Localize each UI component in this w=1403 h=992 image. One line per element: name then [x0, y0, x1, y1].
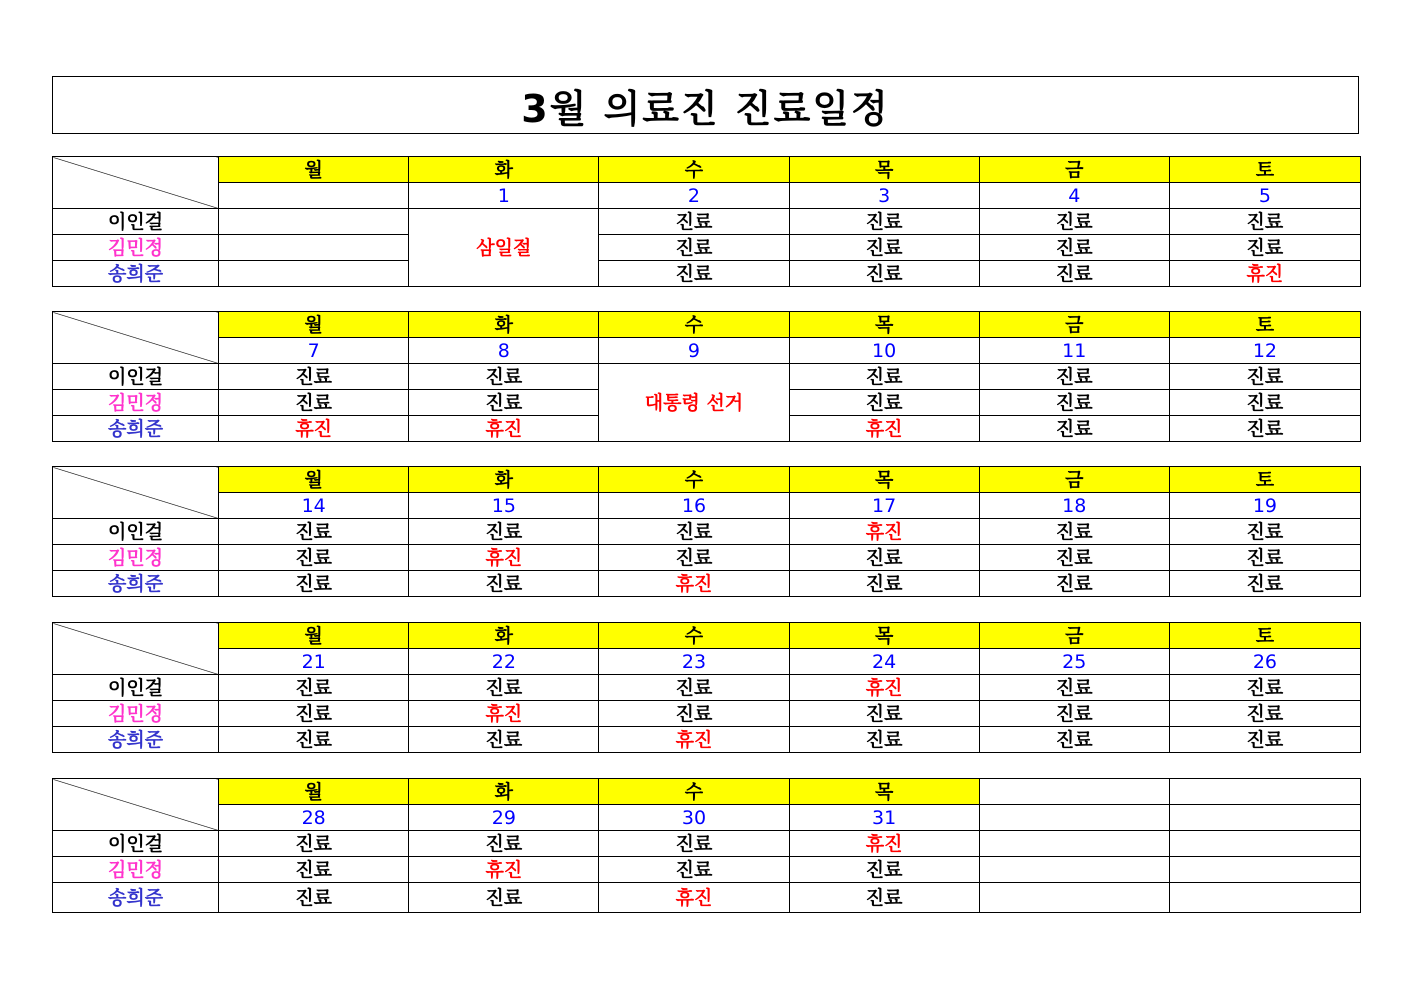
date-cell: 26 [1169, 649, 1360, 675]
off-cell: 휴진 [789, 416, 979, 442]
date-cell: 21 [219, 649, 409, 675]
doctor-name-cell: 김민정 [53, 701, 219, 727]
day-name-cell: 수 [599, 157, 789, 183]
schedule-cell: 진료 [219, 675, 409, 701]
day-name-cell: 월 [219, 157, 409, 183]
doctor-row [53, 519, 1361, 545]
day-name-cell: 토 [1169, 157, 1360, 183]
doctor-name-cell: 이인걸 [53, 519, 219, 545]
week-table [52, 156, 1361, 287]
week-table [52, 311, 1361, 442]
doctor-name-cell: 송희준 [53, 571, 219, 597]
off-cell: 휴진 [599, 883, 789, 913]
schedule-cell: 진료 [789, 390, 979, 416]
off-cell: 휴진 [599, 727, 789, 753]
schedule-cell: 진료 [599, 857, 789, 883]
doctor-row [53, 235, 1361, 261]
schedule-cell: 진료 [219, 519, 409, 545]
schedule-cell: 진료 [599, 675, 789, 701]
date-cell: 19 [1169, 493, 1360, 519]
off-cell: 휴진 [789, 675, 979, 701]
doctor-row [53, 571, 1361, 597]
day-name-cell: 화 [409, 467, 599, 493]
schedule-cell [979, 857, 1169, 883]
date-cell: 10 [789, 338, 979, 364]
schedule-cell [219, 261, 409, 287]
day-name-cell: 토 [1169, 467, 1360, 493]
date-cell: 22 [409, 649, 599, 675]
day-name-cell [1169, 779, 1360, 805]
schedule-cell: 진료 [219, 364, 409, 390]
schedule-cell: 진료 [979, 675, 1169, 701]
schedule-cell: 진료 [1169, 675, 1360, 701]
schedule-cell: 진료 [1169, 209, 1360, 235]
schedule-cell: 진료 [219, 727, 409, 753]
day-name-cell: 수 [599, 623, 789, 649]
doctor-name-cell: 이인걸 [53, 209, 219, 235]
date-cell: 16 [599, 493, 789, 519]
schedule-cell: 진료 [1169, 364, 1360, 390]
day-name-row [53, 623, 1361, 649]
doctor-name-cell: 김민정 [53, 235, 219, 261]
doctor-row [53, 675, 1361, 701]
date-cell: 12 [1169, 338, 1360, 364]
off-cell: 휴진 [409, 416, 599, 442]
date-cell: 30 [599, 805, 789, 831]
doctor-name-cell: 송희준 [53, 416, 219, 442]
date-cell: 29 [409, 805, 599, 831]
schedule-cell: 진료 [1169, 235, 1360, 261]
date-cell: 18 [979, 493, 1169, 519]
schedule-cell: 진료 [599, 831, 789, 857]
day-name-cell: 목 [789, 467, 979, 493]
doctor-row [53, 883, 1361, 913]
doctor-row [53, 857, 1361, 883]
date-row [53, 338, 1361, 364]
diagonal-corner-cell [53, 623, 219, 675]
day-name-cell: 목 [789, 157, 979, 183]
doctor-name-cell: 김민정 [53, 545, 219, 571]
date-cell: 28 [219, 805, 409, 831]
day-name-cell: 수 [599, 779, 789, 805]
date-cell: 1 [409, 183, 599, 209]
day-name-row [53, 467, 1361, 493]
doctor-name-cell: 이인걸 [53, 831, 219, 857]
schedule-cell: 진료 [979, 390, 1169, 416]
schedule-cell: 진료 [789, 545, 979, 571]
schedule-cell: 진료 [979, 545, 1169, 571]
schedule-cell: 진료 [219, 831, 409, 857]
week-table [52, 622, 1361, 753]
schedule-cell: 진료 [789, 364, 979, 390]
schedule-cell: 진료 [979, 727, 1169, 753]
date-cell: 14 [219, 493, 409, 519]
date-cell: 11 [979, 338, 1169, 364]
date-cell: 5 [1169, 183, 1360, 209]
schedule-cell: 진료 [789, 261, 979, 287]
date-cell: 24 [789, 649, 979, 675]
schedule-cell [219, 235, 409, 261]
day-name-cell: 목 [789, 623, 979, 649]
schedule-cell: 진료 [219, 883, 409, 913]
schedule-cell: 진료 [979, 571, 1169, 597]
doctor-row [53, 831, 1361, 857]
schedule-cell [219, 209, 409, 235]
doctor-row [53, 364, 1361, 390]
diagonal-corner-cell [53, 157, 219, 209]
date-row [53, 493, 1361, 519]
schedule-cell: 진료 [789, 727, 979, 753]
doctor-name-cell: 송희준 [53, 261, 219, 287]
day-name-cell: 월 [219, 312, 409, 338]
off-cell: 휴진 [409, 857, 599, 883]
date-cell: 15 [409, 493, 599, 519]
schedule-cell: 진료 [789, 883, 979, 913]
schedule-cell: 진료 [789, 701, 979, 727]
doctor-row [53, 545, 1361, 571]
day-name-cell [979, 779, 1169, 805]
schedule-cell: 진료 [219, 857, 409, 883]
schedule-cell: 진료 [979, 364, 1169, 390]
day-name-cell: 목 [789, 312, 979, 338]
schedule-cell: 진료 [599, 545, 789, 571]
date-cell: 9 [599, 338, 789, 364]
date-cell: 25 [979, 649, 1169, 675]
schedule-cell: 진료 [1169, 519, 1360, 545]
date-row [53, 183, 1361, 209]
week-table [52, 466, 1361, 597]
day-name-cell: 월 [219, 467, 409, 493]
schedule-cell: 진료 [599, 701, 789, 727]
schedule-cell: 진료 [409, 571, 599, 597]
schedule-cell [1169, 857, 1360, 883]
schedule-title-box [52, 76, 1359, 134]
day-name-cell: 월 [219, 623, 409, 649]
schedule-cell: 진료 [1169, 390, 1360, 416]
holiday-cell: 대통령 선거 [599, 364, 789, 442]
schedule-cell: 진료 [1169, 416, 1360, 442]
schedule-cell: 진료 [789, 571, 979, 597]
schedule-cell: 진료 [599, 209, 789, 235]
doctor-name-cell: 송희준 [53, 727, 219, 753]
schedule-cell: 진료 [599, 235, 789, 261]
date-cell: 2 [599, 183, 789, 209]
doctor-row [53, 261, 1361, 287]
day-name-cell: 목 [789, 779, 979, 805]
date-cell: 3 [789, 183, 979, 209]
day-name-cell: 수 [599, 312, 789, 338]
date-cell: 4 [979, 183, 1169, 209]
off-cell: 휴진 [1169, 261, 1360, 287]
day-name-cell: 월 [219, 779, 409, 805]
day-name-cell: 화 [409, 779, 599, 805]
schedule-cell [1169, 831, 1360, 857]
diagonal-corner-cell [53, 779, 219, 831]
off-cell: 휴진 [789, 519, 979, 545]
date-cell [1169, 805, 1360, 831]
schedule-cell [979, 883, 1169, 913]
date-cell [979, 805, 1169, 831]
week-table [52, 778, 1361, 913]
schedule-cell: 진료 [979, 261, 1169, 287]
schedule-cell: 진료 [789, 209, 979, 235]
schedule-cell: 진료 [409, 390, 599, 416]
date-cell: 23 [599, 649, 789, 675]
day-name-cell: 화 [409, 623, 599, 649]
schedule-cell: 진료 [219, 545, 409, 571]
schedule-cell: 진료 [599, 519, 789, 545]
off-cell: 휴진 [219, 416, 409, 442]
schedule-cell: 진료 [979, 209, 1169, 235]
date-cell: 8 [409, 338, 599, 364]
schedule-cell: 진료 [409, 364, 599, 390]
doctor-name-cell: 김민정 [53, 390, 219, 416]
schedule-cell: 진료 [979, 519, 1169, 545]
off-cell: 휴진 [599, 571, 789, 597]
page-title: 3월 의료진 진료일정 [521, 86, 890, 131]
schedule-cell: 진료 [789, 235, 979, 261]
date-cell: 7 [219, 338, 409, 364]
doctor-row [53, 209, 1361, 235]
schedule-cell: 진료 [409, 883, 599, 913]
date-row [53, 649, 1361, 675]
schedule-cell [1169, 883, 1360, 913]
day-name-cell: 화 [409, 157, 599, 183]
schedule-cell: 진료 [219, 390, 409, 416]
schedule-cell: 진료 [979, 701, 1169, 727]
schedule-cell: 진료 [789, 857, 979, 883]
day-name-cell: 금 [979, 467, 1169, 493]
doctor-name-cell: 이인걸 [53, 364, 219, 390]
doctor-name-cell: 송희준 [53, 883, 219, 913]
doctor-row [53, 701, 1361, 727]
off-cell: 휴진 [409, 545, 599, 571]
schedule-cell: 진료 [1169, 571, 1360, 597]
schedule-cell: 진료 [599, 261, 789, 287]
schedule-cell: 진료 [219, 571, 409, 597]
day-name-cell: 금 [979, 623, 1169, 649]
diagonal-corner-cell [53, 467, 219, 519]
day-name-cell: 화 [409, 312, 599, 338]
schedule-cell: 진료 [409, 519, 599, 545]
doctor-row [53, 727, 1361, 753]
schedule-cell: 진료 [219, 701, 409, 727]
schedule-cell [979, 831, 1169, 857]
day-name-row [53, 779, 1361, 805]
schedule-cell: 진료 [979, 235, 1169, 261]
off-cell: 휴진 [409, 701, 599, 727]
doctor-name-cell: 이인걸 [53, 675, 219, 701]
schedule-cell: 진료 [409, 831, 599, 857]
date-cell: 31 [789, 805, 979, 831]
day-name-cell: 토 [1169, 312, 1360, 338]
day-name-row [53, 157, 1361, 183]
schedule-cell: 진료 [979, 416, 1169, 442]
date-cell: 17 [789, 493, 979, 519]
holiday-cell: 삼일절 [409, 209, 599, 287]
diagonal-corner-cell [53, 312, 219, 364]
schedule-cell: 진료 [409, 675, 599, 701]
schedule-cell: 진료 [1169, 701, 1360, 727]
doctor-name-cell: 김민정 [53, 857, 219, 883]
day-name-cell: 금 [979, 157, 1169, 183]
day-name-cell: 금 [979, 312, 1169, 338]
day-name-row [53, 312, 1361, 338]
date-cell [219, 183, 409, 209]
day-name-cell: 수 [599, 467, 789, 493]
off-cell: 휴진 [789, 831, 979, 857]
schedule-cell: 진료 [1169, 727, 1360, 753]
schedule-cell: 진료 [1169, 545, 1360, 571]
day-name-cell: 토 [1169, 623, 1360, 649]
date-row [53, 805, 1361, 831]
schedule-cell: 진료 [409, 727, 599, 753]
